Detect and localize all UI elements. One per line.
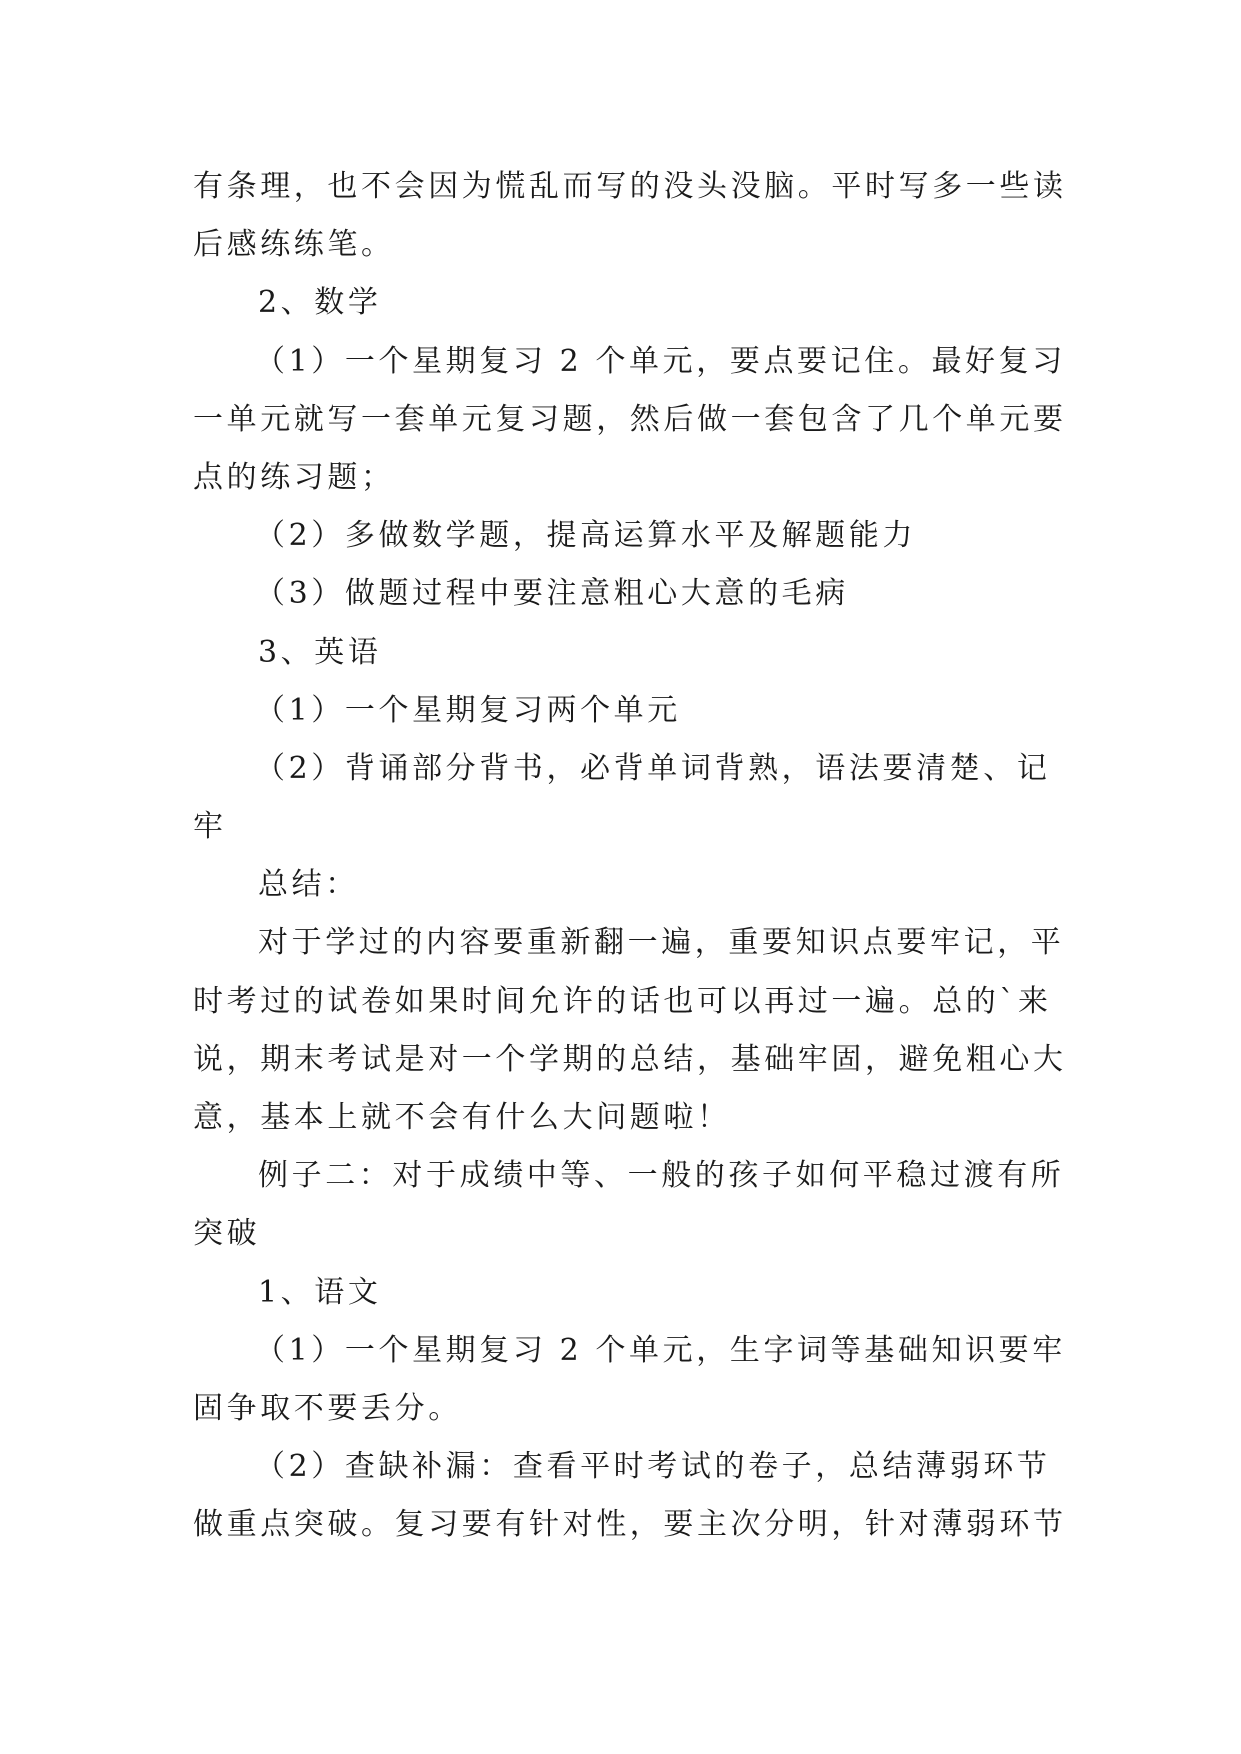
text-line: 有条理，也不会因为慌乱而写的没头没脑。平时写多一些读 <box>193 169 1067 204</box>
text-line: 说，期末考试是对一个学期的总结，基础牢固，避免粗心大 <box>193 1041 1067 1077</box>
summary-heading: 总结： <box>258 867 359 903</box>
text-line: 牢 <box>193 809 227 845</box>
text-line: 突破 <box>193 1216 261 1252</box>
text-line: （2）背诵部分背书，必背单词背熟，语法要清楚、记 <box>255 750 1051 786</box>
section-heading-chinese: 1、语文 <box>258 1274 382 1310</box>
document-body <box>193 158 1067 1555</box>
text-line: 对于学过的内容要重新翻一遍，重要知识点要牢记，平 <box>258 925 1065 961</box>
text-line: 做重点突破。复习要有针对性，要主次分明，针对薄弱环节 <box>193 1507 1067 1543</box>
text-line: （2）多做数学题，提高运算水平及解题能力 <box>255 518 917 554</box>
text-line: 时考过的试卷如果时间允许的话也可以再过一遍。总的`来 <box>193 983 1052 1019</box>
text-line: （1）一个星期复习 2 个单元，生字词等基础知识要牢 <box>255 1332 1066 1368</box>
text-line: 固争取不要丢分。 <box>193 1390 462 1426</box>
example-heading: 例子二：对于成绩中等、一般的孩子如何平稳过渡有所 <box>258 1158 1065 1194</box>
text-line: （2）查缺补漏：查看平时考试的卷子，总结薄弱环节 <box>255 1449 1051 1485</box>
text-line: （1）一个星期复习两个单元 <box>255 692 681 728</box>
section-heading-math: 2、数学 <box>258 285 382 321</box>
text-line: （3）做题过程中要注意粗心大意的毛病 <box>255 576 849 612</box>
text-line: 一单元就写一套单元复习题，然后做一套包含了几个单元要 <box>193 401 1067 437</box>
text-line: （1）一个星期复习 2 个单元，要点要记住。最好复习 <box>255 343 1066 379</box>
section-heading-english: 3、英语 <box>258 634 382 670</box>
text-line: 意，基本上就不会有什么大问题啦！ <box>193 1100 731 1135</box>
text-line: 后感练练笔。 <box>193 227 395 263</box>
text-line: 点的练习题； <box>193 459 395 495</box>
